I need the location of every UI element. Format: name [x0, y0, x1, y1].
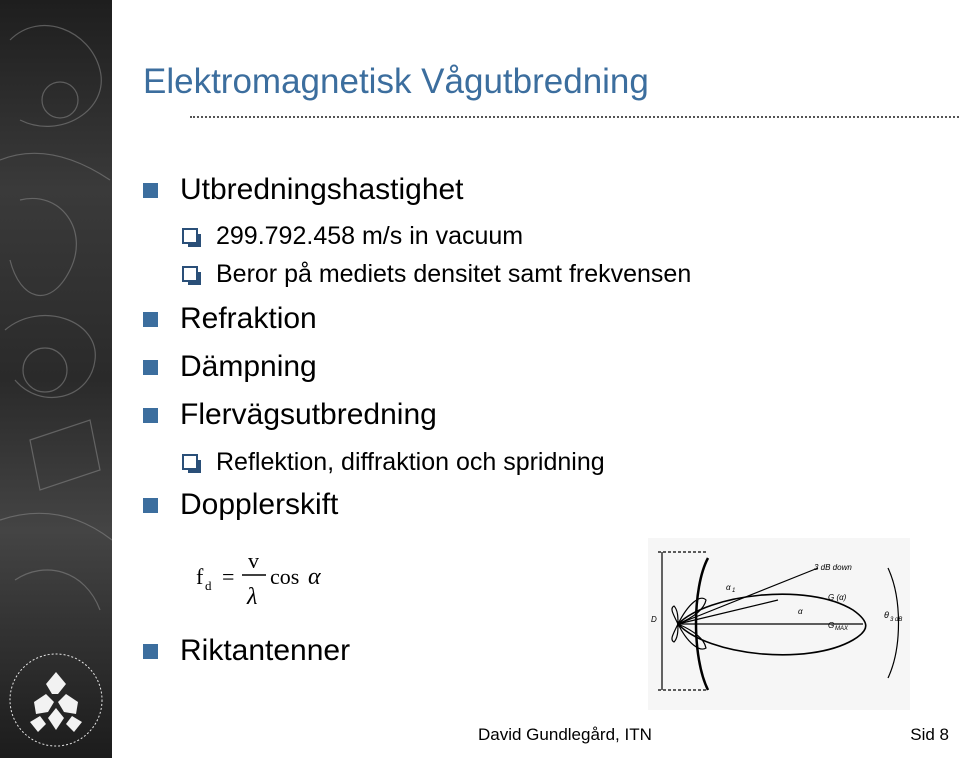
bullet-text: Dopplerskift: [180, 488, 339, 521]
label-alpha1-subscript: 1: [732, 588, 736, 594]
doppler-formula: [192, 548, 342, 610]
label-gain: G (α): [828, 593, 847, 602]
label-alpha: α: [798, 607, 803, 616]
bullet-text: Flervägsutbredning: [180, 398, 437, 431]
square-bullet-icon: [143, 644, 158, 659]
footer-author: David Gundlegård, ITN: [478, 725, 652, 744]
label-diameter: D: [651, 615, 657, 624]
bullet-text: Utbredningshastighet: [180, 173, 464, 206]
bullet-text: Dämpning: [180, 350, 317, 383]
formula-equals: =: [222, 564, 235, 589]
box-bullet-icon: [182, 266, 198, 282]
formula-numerator: v: [248, 548, 259, 573]
square-bullet-icon: [143, 498, 158, 513]
label-gmax: G: [828, 621, 835, 630]
label-gmax-subscript: MAX: [835, 626, 849, 632]
label-3db-down: 3 dB down: [814, 563, 852, 572]
antenna-radiation-pattern-diagram: [648, 538, 910, 710]
square-bullet-icon: [143, 360, 158, 375]
box-bullet-icon: [182, 454, 198, 470]
slide-title: Elektromagnetisk Vågutbredning: [143, 62, 649, 101]
subbullet-text: Beror på mediets densitet samt frekvensen: [216, 260, 692, 288]
bullet-text: Refraktion: [180, 302, 317, 335]
formula-lhs-subscript: d: [205, 578, 212, 593]
bullet-text: Riktantenner: [180, 634, 351, 667]
square-bullet-icon: [143, 408, 158, 423]
box-bullet-icon: [182, 228, 198, 244]
subbullet-text: 299.792.458 m/s in vacuum: [216, 222, 524, 250]
square-bullet-icon: [143, 183, 158, 198]
page-number: Sid 8: [910, 725, 949, 744]
square-bullet-icon: [143, 312, 158, 327]
subbullet-text: Reflektion, diffraktion och spridning: [216, 448, 605, 476]
formula-argument: α: [308, 564, 321, 590]
title-divider: [190, 116, 959, 118]
formula-denominator: λ: [247, 584, 258, 610]
formula-function: cos: [270, 564, 300, 589]
label-alpha1: α: [726, 583, 731, 592]
formula-lhs: f: [196, 564, 204, 589]
label-theta-subscript: 3 dB: [890, 617, 903, 623]
sidebar-decoration: [0, 0, 112, 758]
university-logo: [6, 650, 106, 750]
label-theta: θ: [884, 610, 889, 620]
sidebar-doodle-illustration: [0, 0, 112, 640]
